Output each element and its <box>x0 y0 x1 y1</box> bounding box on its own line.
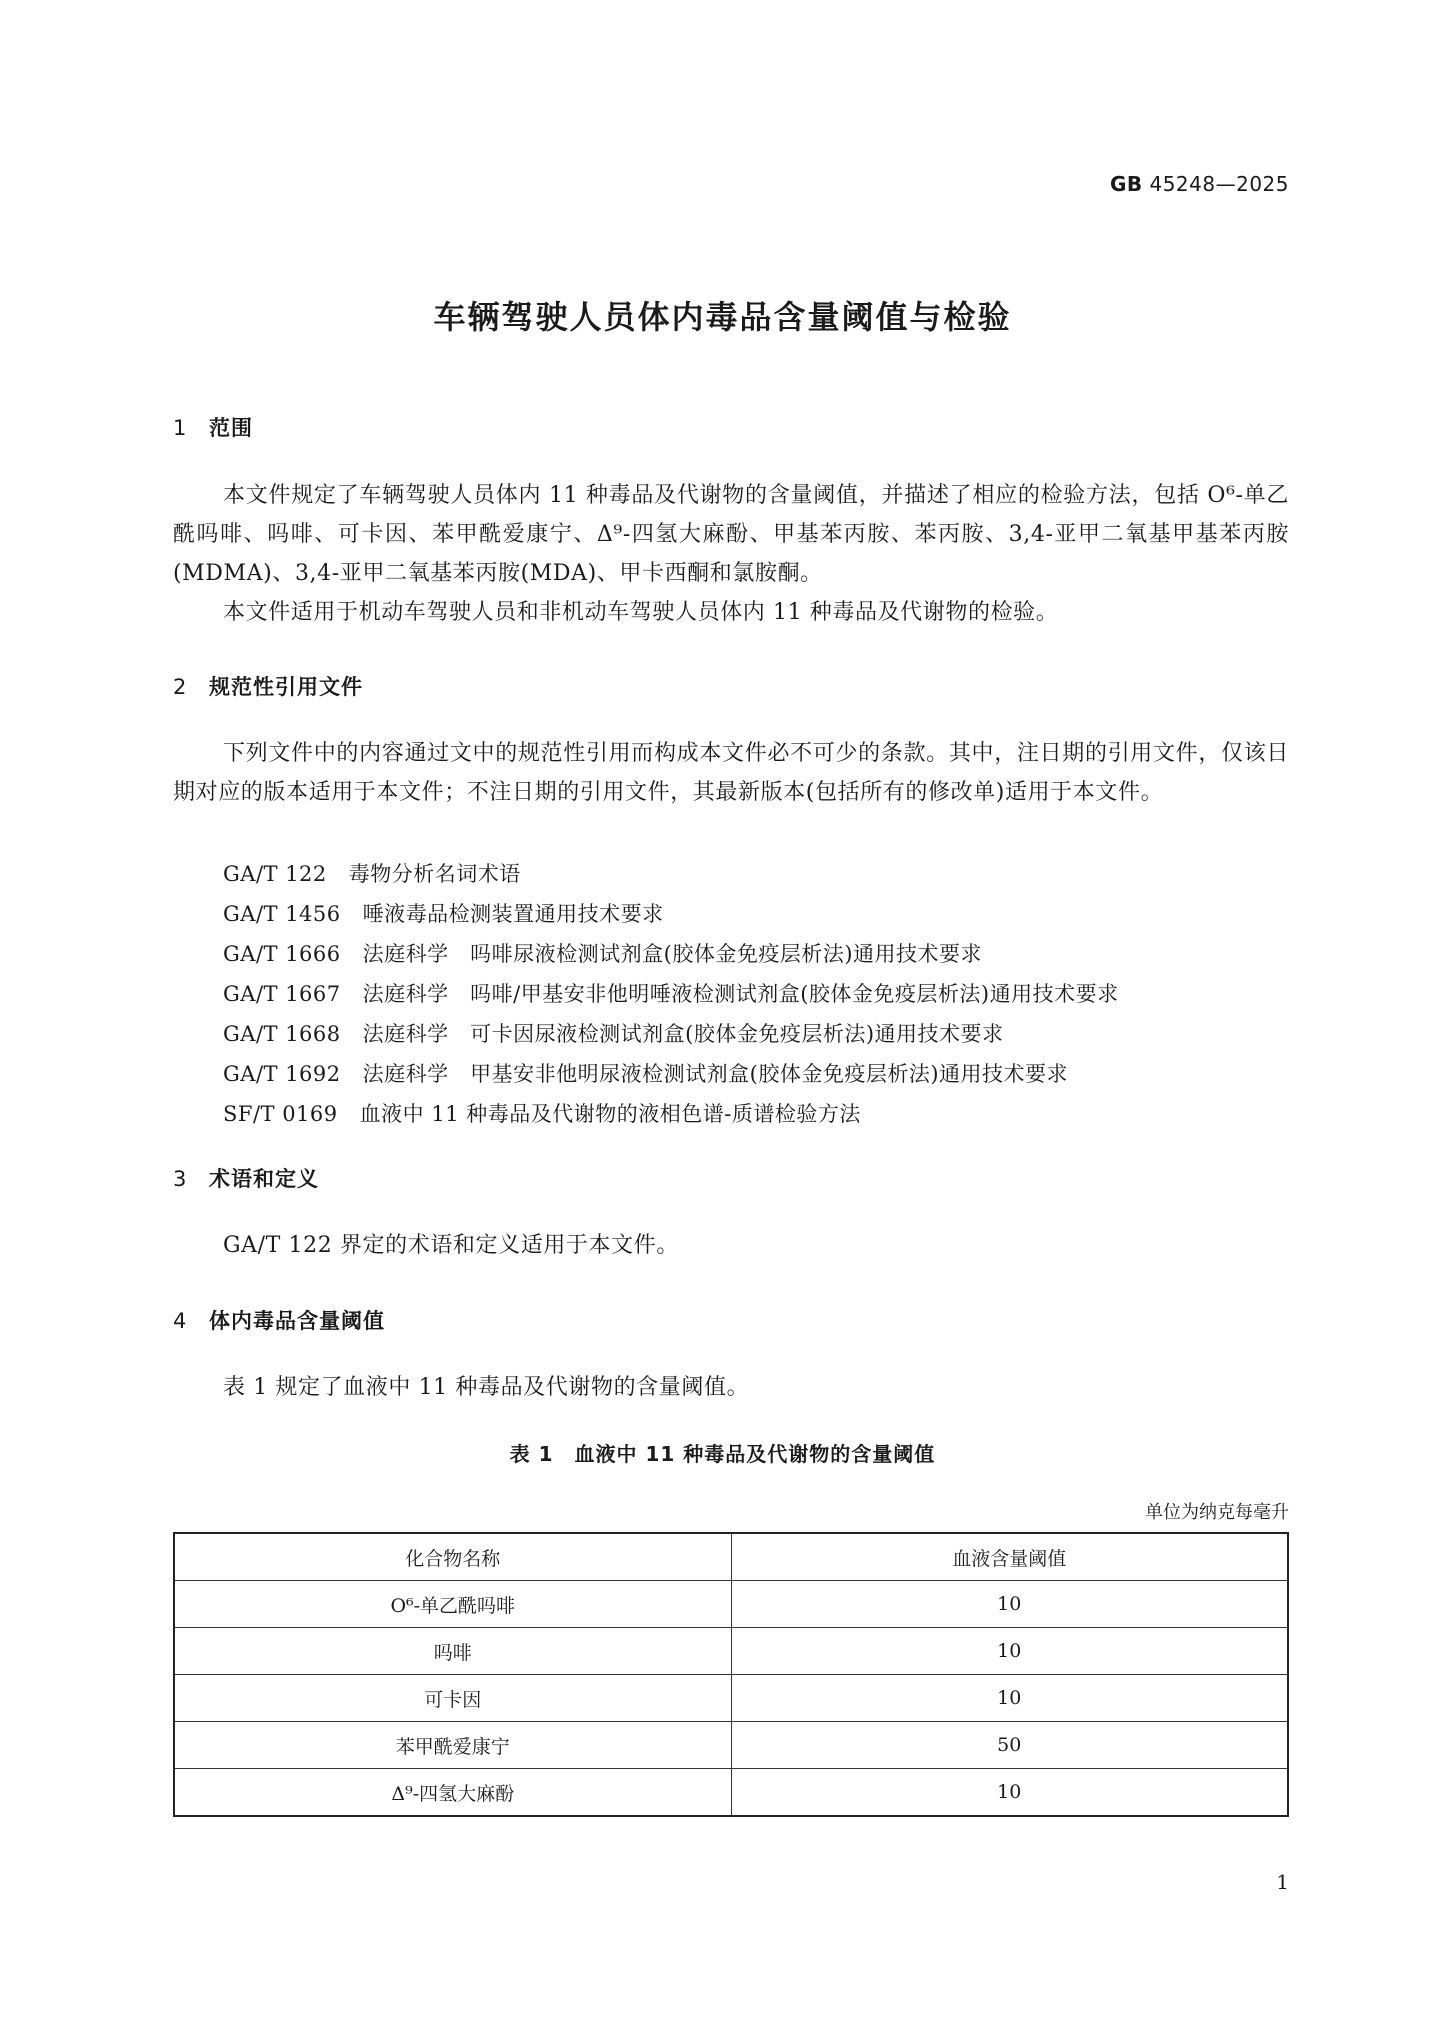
table-row <box>174 1675 1288 1722</box>
normative-references-list <box>223 854 1119 1134</box>
compound-name-cell: 可卡因 <box>174 1675 731 1722</box>
reference-code: GA/T 1456 <box>223 902 341 926</box>
reference-title: 唾液毒品检测装置通用技术要求 <box>362 902 664 926</box>
reference-item <box>223 974 1119 1014</box>
reference-item <box>223 934 1119 974</box>
threshold-table <box>173 1532 1289 1817</box>
section-2-heading <box>173 671 363 701</box>
standard-number: 45248—2025 <box>1142 172 1289 196</box>
standard-prefix: GB <box>1109 172 1143 196</box>
section-3-paragraph-1: GA/T 122 界定的术语和定义适用于本文件。 <box>223 1233 679 1258</box>
reference-title: 血液中 11 种毒品及代谢物的液相色谱-质谱检验方法 <box>359 1102 861 1126</box>
table-caption: 表 1 血液中 11 种毒品及代谢物的含量阈值 <box>509 1442 936 1466</box>
reference-title: 法庭科学 吗啡/甲基安非他明唾液检测试剂盒(胶体金免疫层析法)通用技术要求 <box>362 982 1119 1006</box>
table-row <box>174 1581 1288 1628</box>
section-number: 3 <box>173 1167 188 1191</box>
reference-title: 法庭科学 甲基安非他明尿液检测试剂盒(胶体金免疫层析法)通用技术要求 <box>362 1062 1069 1086</box>
table-row <box>174 1722 1288 1769</box>
section-3-heading <box>173 1163 319 1193</box>
compound-name-cell: O⁶-单乙酰吗啡 <box>174 1581 731 1628</box>
reference-code: GA/T 1666 <box>223 942 341 966</box>
section-1-paragraph-1: 本文件规定了车辆驾驶人员体内 11 种毒品及代谢物的含量阈值，并描述了相应的检验方法，包括 O⁶-单乙酰吗啡、吗啡、可卡因、苯甲酰爱康宁、Δ⁹-四氢大麻酚、甲基苯丙胺、苯丙胺、3,4-亚甲二氧基甲基苯丙胺(MDMA)、3,4-亚甲二氧基苯丙胺(MDA)、甲卡西酮和氯胺酮。 <box>173 483 1289 586</box>
compound-name-cell: 吗啡 <box>174 1628 731 1675</box>
table-row <box>174 1628 1288 1675</box>
threshold-value-cell: 50 <box>731 1722 1288 1769</box>
reference-title: 毒物分析名词术语 <box>348 862 521 886</box>
section-number: 1 <box>173 416 188 440</box>
reference-item <box>223 1094 1119 1134</box>
column-header-compound: 化合物名称 <box>174 1533 731 1581</box>
section-1-heading <box>173 412 253 442</box>
reference-title: 法庭科学 吗啡尿液检测试剂盒(胶体金免疫层析法)通用技术要求 <box>362 942 983 966</box>
reference-item <box>223 1054 1119 1094</box>
threshold-value-cell: 10 <box>731 1675 1288 1722</box>
page-number: 1 <box>1276 1870 1289 1894</box>
reference-item <box>223 854 1119 894</box>
section-2-paragraph-1: 下列文件中的内容通过文中的规范性引用而构成本文件必不可少的条款。其中，注日期的引用文件，仅该日期对应的版本适用于本文件；不注日期的引用文件，其最新版本(包括所有的修改单)适用于本文件。 <box>173 741 1289 805</box>
column-header-threshold: 血液含量阈值 <box>731 1533 1288 1581</box>
section-4-paragraph-1: 表 1 规定了血液中 11 种毒品及代谢物的含量阈值。 <box>223 1375 750 1400</box>
section-number: 4 <box>173 1309 188 1333</box>
section-title: 规范性引用文件 <box>209 675 363 699</box>
section-title: 体内毒品含量阈值 <box>209 1309 385 1333</box>
standard-code <box>1110 172 1289 196</box>
reference-code: GA/T 1668 <box>223 1022 341 1046</box>
section-4-heading <box>173 1305 385 1335</box>
threshold-value-cell: 10 <box>731 1628 1288 1675</box>
reference-code: GA/T 1667 <box>223 982 341 1006</box>
section-title: 术语和定义 <box>209 1167 319 1191</box>
section-number: 2 <box>173 675 188 699</box>
document-title: 车辆驾驶人员体内毒品含量阈值与检验 <box>433 298 1012 336</box>
section-title: 范围 <box>209 416 253 440</box>
table-row <box>174 1769 1288 1817</box>
table-header-row <box>174 1533 1288 1581</box>
threshold-value-cell: 10 <box>731 1581 1288 1628</box>
table-unit-note: 单位为纳克每毫升 <box>1145 1502 1289 1523</box>
threshold-value-cell: 10 <box>731 1769 1288 1817</box>
compound-name-cell: Δ⁹-四氢大麻酚 <box>174 1769 731 1817</box>
reference-code: GA/T 122 <box>223 862 327 886</box>
reference-title: 法庭科学 可卡因尿液检测试剂盒(胶体金免疫层析法)通用技术要求 <box>362 1022 1004 1046</box>
reference-code: SF/T 0169 <box>223 1102 338 1126</box>
reference-item <box>223 894 1119 934</box>
reference-code: GA/T 1692 <box>223 1062 341 1086</box>
compound-name-cell: 苯甲酰爱康宁 <box>174 1722 731 1769</box>
section-1-paragraph-2: 本文件适用于机动车驾驶人员和非机动车驾驶人员体内 11 种毒品及代谢物的检验。 <box>223 600 1059 625</box>
reference-item <box>223 1014 1119 1054</box>
